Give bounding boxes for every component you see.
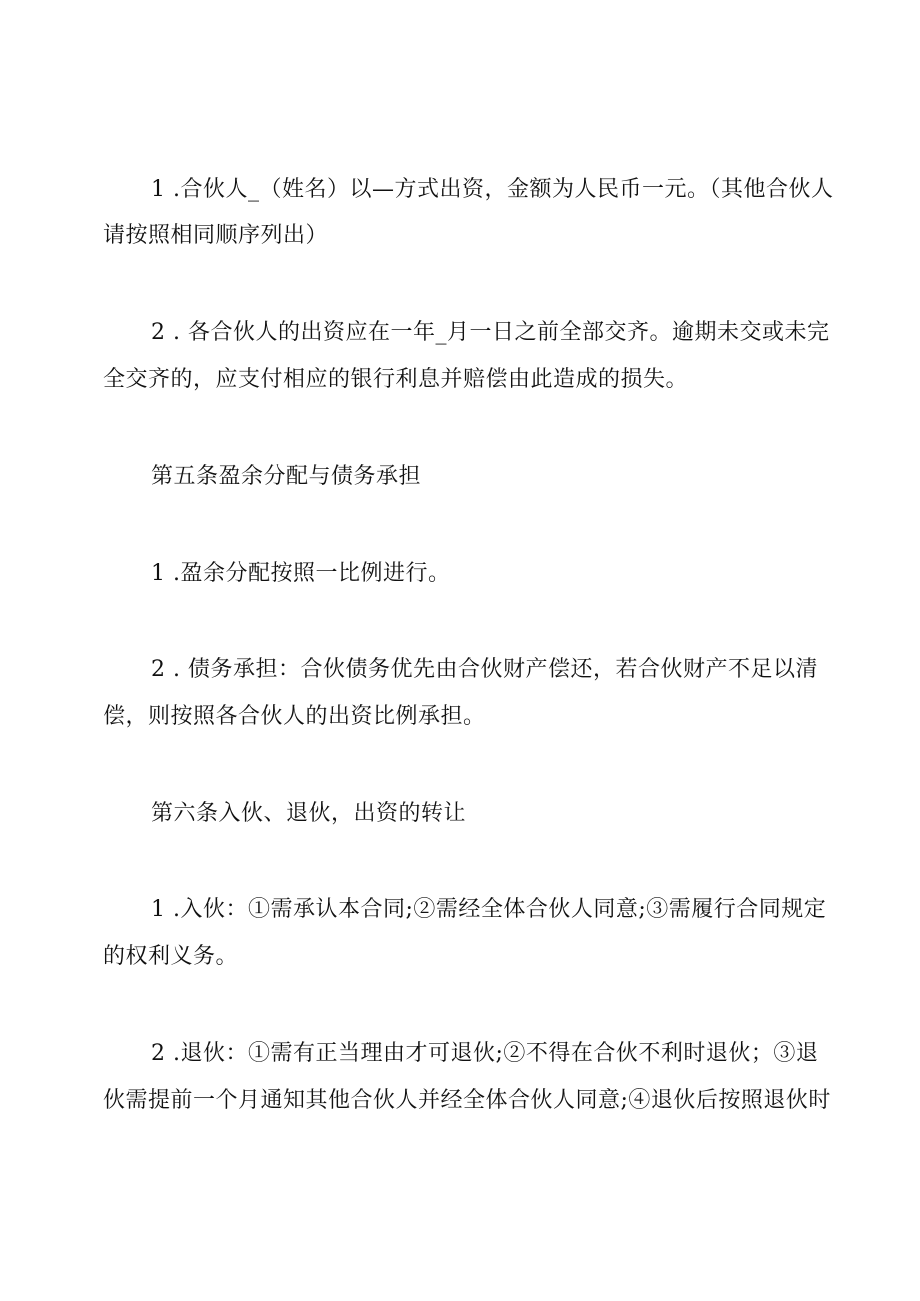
paragraph-6-line-2: 伙需提前一个月通知其他合伙人并经全体合伙人同意;④退伙后按照退伙时 [103, 1088, 831, 1113]
paragraph-4-line-1: 2 . 债务承担：合伙债务优先由合伙财产偿还，若合伙财产不足以清 [151, 657, 818, 682]
paragraph-3-line-1: 1 .盈余分配按照一比例进行。 [151, 561, 451, 586]
section-heading-6: 第六条入伙、退伙，出资的转让 [151, 801, 467, 826]
section-heading-5: 第五条盈余分配与债务承担 [151, 464, 422, 489]
paragraph-6-line-1: 2 .退伙：①需有正当理由才可退伙;②不得在合伙不利时退伙；③退 [151, 1041, 819, 1066]
paragraph-5-line-2: 的权利义务。 [103, 944, 239, 969]
paragraph-1-line-1: 1 .合伙人_（姓名）以—方式出资，金额为人民币一元。（其他合伙人 [151, 177, 834, 202]
paragraph-2-line-2: 全交齐的，应支付相应的银行利息并赔偿由此造成的损失。 [103, 367, 689, 392]
paragraph-4-line-2: 偿，则按照各合伙人的出资比例承担。 [103, 704, 486, 729]
paragraph-2-line-1: 2 . 各合伙人的出资应在一年_月一日之前全部交齐。逾期未交或未完 [151, 320, 830, 345]
paragraph-5-line-1: 1 .入伙：①需承认本合同;②需经全体合伙人同意;③需履行合同规定 [151, 897, 827, 922]
paragraph-1-line-2: 请按照相同顺序列出） [103, 223, 329, 248]
